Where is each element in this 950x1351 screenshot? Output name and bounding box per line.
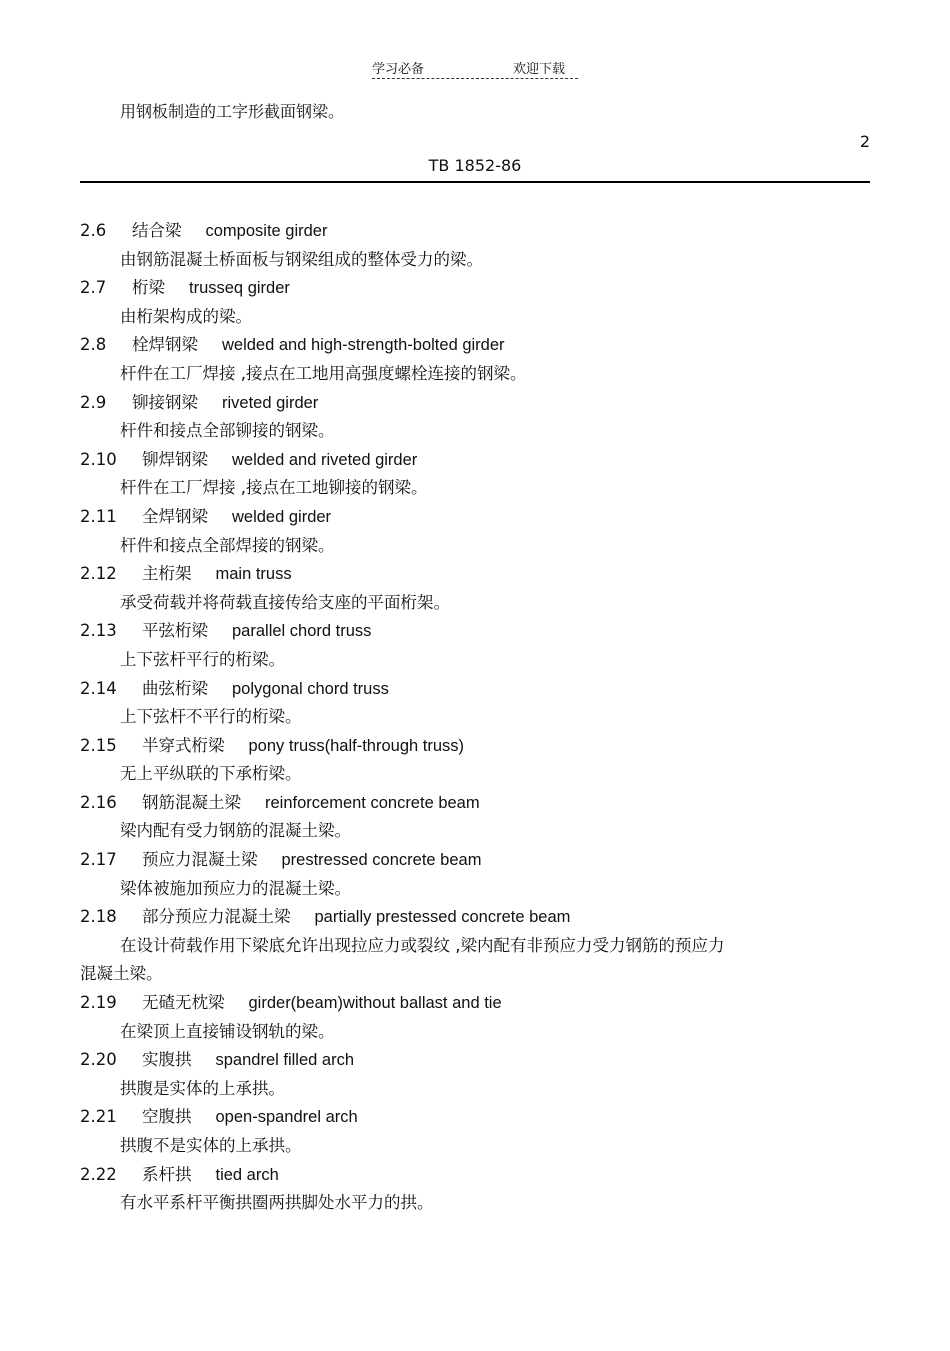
term-english: welded girder	[232, 507, 332, 526]
term-entry	[80, 503, 870, 560]
term-entry	[80, 274, 870, 331]
term-row	[80, 389, 870, 418]
term-chinese: 预应力混凝土梁	[142, 850, 258, 870]
term-number: 2.14	[80, 678, 117, 698]
term-english: composite girder	[205, 222, 328, 240]
term-definition: 在设计荷载作用下梁底允许出现拉应力或裂纹 ,梁内配有非预应力受力钢筋的预应力	[120, 935, 725, 955]
term-entry	[80, 846, 870, 903]
term-definition: 杆件在工厂焊接 ,接点在工地用高强度螺栓连接的钢梁。	[120, 363, 527, 383]
term-definition: 有水平系杆平衡拱圈两拱脚处水平力的拱。	[120, 1193, 434, 1213]
term-chinese: 曲弦桁梁	[142, 678, 208, 698]
term-chinese: 部分预应力混凝土梁	[142, 907, 291, 927]
standard-code: TB 1852-86	[428, 156, 522, 175]
term-row	[80, 789, 870, 818]
term-number: 2.11	[80, 506, 117, 526]
term-chinese: 系杆拱	[142, 1164, 192, 1184]
term-definition: 拱腹不是实体的上承拱。	[120, 1136, 302, 1155]
term-number: 2.9	[80, 392, 107, 412]
term-number: 2.8	[80, 335, 107, 355]
term-chinese: 钢筋混凝土梁	[142, 792, 241, 812]
term-english: parallel chord truss	[232, 622, 372, 641]
term-chinese: 主桁架	[142, 564, 192, 584]
term-row	[80, 617, 870, 646]
term-number: 2.21	[80, 1107, 117, 1127]
term-definition-continued: 混凝土梁。	[80, 964, 163, 984]
term-entry	[80, 903, 870, 989]
term-number: 2.10	[80, 449, 117, 469]
term-definition: 由钢筋混凝土桥面板与钢梁组成的整体受力的梁。	[120, 249, 483, 269]
term-english: riveted girder	[222, 393, 319, 412]
term-chinese: 空腹拱	[142, 1107, 192, 1127]
term-chinese: 无碴无枕梁	[142, 993, 225, 1013]
term-definition: 杆件和接点全部铆接的钢梁。	[120, 421, 335, 441]
term-row	[80, 675, 870, 704]
term-english: welded and riveted girder	[232, 450, 418, 469]
term-number: 2.15	[80, 735, 117, 755]
header-rule	[80, 181, 870, 183]
term-english: open-spandrel arch	[215, 1108, 358, 1127]
term-number: 2.16	[80, 792, 117, 812]
term-row	[80, 1103, 870, 1132]
term-entry	[80, 389, 870, 446]
term-entry	[80, 617, 870, 674]
term-english: spandrel filled arch	[215, 1051, 354, 1070]
term-number: 2.7	[80, 278, 107, 298]
term-definition: 梁体被施加预应力的混凝土梁。	[120, 878, 351, 898]
term-row	[80, 1046, 870, 1075]
term-chinese: 结合梁	[132, 221, 182, 240]
term-number: 2.13	[80, 621, 117, 641]
term-definition: 承受荷载并将荷载直接传给支座的平面桁架。	[120, 592, 450, 612]
term-entry	[80, 1103, 870, 1160]
term-entry	[80, 446, 870, 503]
term-definition: 杆件和接点全部焊接的钢梁。	[120, 535, 335, 555]
term-definition: 梁内配有受力钢筋的混凝土梁。	[120, 821, 351, 841]
term-number: 2.6	[80, 221, 107, 240]
term-english: pony truss(half-through truss)	[248, 736, 465, 755]
term-definition: 在梁顶上直接铺设钢轨的梁。	[120, 1021, 335, 1041]
term-number: 2.17	[80, 850, 117, 870]
term-number: 2.12	[80, 564, 117, 584]
term-row	[80, 446, 870, 475]
term-english: trusseq girder	[189, 279, 290, 298]
term-entry	[80, 789, 870, 846]
term-entry	[80, 217, 870, 274]
term-definition: 上下弦杆平行的桁梁。	[120, 649, 285, 669]
term-entry	[80, 989, 870, 1046]
term-row	[80, 846, 870, 875]
term-entry	[80, 1046, 870, 1103]
term-row	[80, 903, 870, 932]
term-number: 2.22	[80, 1164, 117, 1184]
term-number: 2.18	[80, 907, 117, 927]
term-entry	[80, 1161, 870, 1218]
term-english: prestressed concrete beam	[281, 851, 482, 870]
term-entry	[80, 331, 870, 388]
header-note-left: 学习必备	[372, 62, 425, 77]
term-english: welded and high-strength-bolted girder	[222, 336, 505, 355]
term-row	[80, 989, 870, 1018]
term-row	[80, 503, 870, 532]
term-english: girder(beam)without ballast and tie	[248, 994, 502, 1013]
term-definition: 上下弦杆不平行的桁梁。	[120, 707, 302, 727]
term-chinese: 栓焊钢梁	[132, 335, 198, 355]
term-list	[80, 217, 870, 1218]
term-chinese: 实腹拱	[142, 1050, 192, 1070]
term-row	[80, 732, 870, 761]
term-chinese: 铆焊钢梁	[142, 449, 208, 469]
term-definition: 无上平纵联的下承桁梁。	[120, 764, 302, 784]
term-number: 2.20	[80, 1050, 117, 1070]
term-chinese: 桁梁	[132, 278, 165, 298]
term-chinese: 平弦桁梁	[142, 621, 208, 641]
term-entry	[80, 675, 870, 732]
term-english: main truss	[215, 565, 292, 584]
page-number: 2	[859, 132, 870, 151]
term-number: 2.19	[80, 993, 117, 1013]
carry-over-text: 用钢板制造的工字形截面钢梁。	[120, 102, 345, 121]
term-english: partially prestessed concrete beam	[314, 908, 571, 927]
term-definition: 拱腹是实体的上承拱。	[120, 1078, 285, 1098]
term-chinese: 全焊钢梁	[142, 506, 208, 526]
term-row	[80, 1161, 870, 1190]
term-english: tied arch	[215, 1165, 279, 1184]
header-note-right: 欢迎下载	[513, 62, 566, 77]
term-definition: 由桁架构成的梁。	[120, 306, 252, 326]
term-entry	[80, 732, 870, 789]
term-english: polygonal chord truss	[232, 679, 389, 698]
term-chinese: 铆接钢梁	[132, 392, 198, 412]
term-english: reinforcement concrete beam	[265, 793, 480, 812]
header-note	[372, 58, 578, 79]
term-entry	[80, 560, 870, 617]
term-definition: 杆件在工厂焊接 ,接点在工地铆接的钢梁。	[120, 478, 428, 498]
term-row	[80, 274, 870, 303]
term-row	[80, 331, 870, 360]
term-chinese: 半穿式桁梁	[142, 735, 225, 755]
term-row	[80, 217, 870, 246]
term-row	[80, 560, 870, 589]
